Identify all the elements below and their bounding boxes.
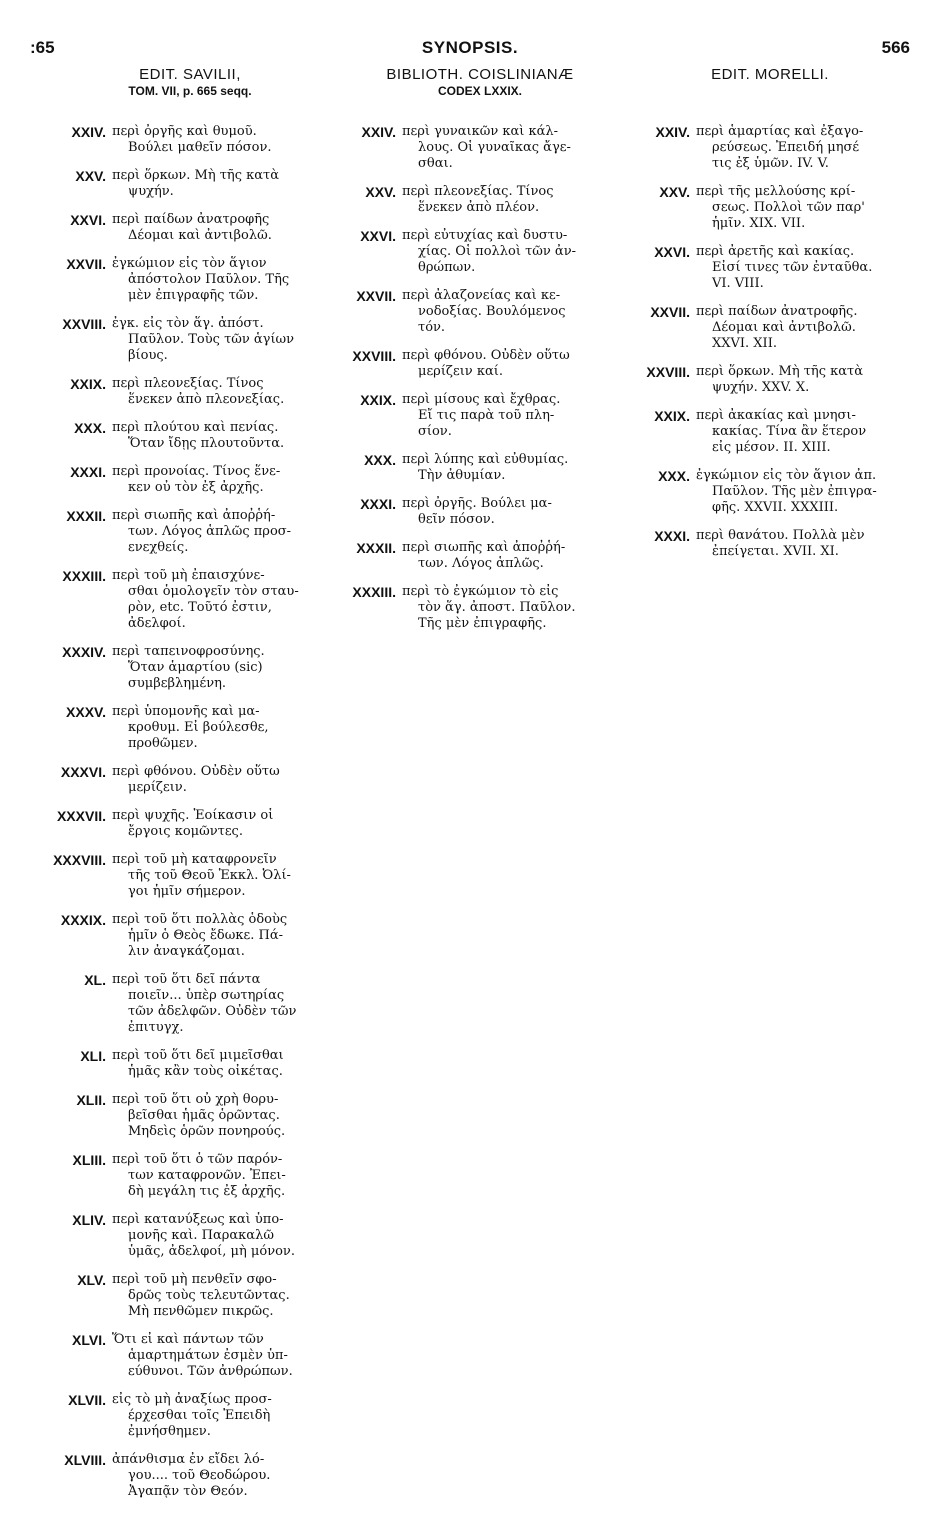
entry-text bbox=[112, 764, 330, 796]
list-item bbox=[30, 256, 330, 304]
list-item bbox=[30, 1392, 330, 1440]
entry-line: χίας. Οἱ πολλοὶ τῶν ἀν- bbox=[418, 244, 576, 259]
list-item bbox=[624, 364, 914, 396]
entry-line: περὶ λύπης καὶ εὐθυμίας. bbox=[402, 452, 569, 467]
entry-number: XXVIII. bbox=[646, 364, 690, 380]
entry-line: περὶ τοῦ ὅτι δεῖ μιμεῖσθαι bbox=[112, 1048, 284, 1063]
entry-text bbox=[402, 288, 620, 336]
entry-number: XXXV. bbox=[66, 704, 106, 720]
entry-line: Δέομαι καὶ ἀντιβολῶ. bbox=[712, 320, 856, 335]
entry-line: εύθυνοι. Τῶν ἀνθρώπων. bbox=[128, 1364, 293, 1379]
entry-line: περὶ τῆς μελλούσης κρί- bbox=[696, 184, 856, 199]
list-item bbox=[624, 468, 914, 516]
entry-line: των καταφρονῶν. Ἐπει- bbox=[128, 1168, 286, 1183]
coislin-column bbox=[330, 124, 620, 644]
entry-text bbox=[112, 1332, 330, 1380]
entry-line: περὶ τὸ ἐγκώμιον τὸ εἰς bbox=[402, 584, 559, 599]
morelli-column bbox=[624, 124, 914, 572]
entry-text bbox=[696, 124, 914, 172]
entry-text bbox=[112, 912, 330, 960]
list-item bbox=[624, 244, 914, 292]
entry-line: περὶ τοῦ ὅτι οὐ χρὴ θορυ- bbox=[112, 1092, 279, 1107]
entry-line: Ὅταν ἁμαρτίου (sic) bbox=[128, 660, 263, 675]
entry-line: κεν οὐ τὸν ἐξ ἀρχῆς. bbox=[128, 480, 264, 495]
entry-line: ἡμᾶς κἂν τοὺς οἰκέτας. bbox=[128, 1064, 283, 1079]
entry-text bbox=[696, 184, 914, 232]
entry-line: τῆς τοῦ Θεοῦ Ἐκκλ. Ὀλί- bbox=[128, 868, 291, 883]
entry-line: ἕνεκεν ἀπὸ πλεονεξίας. bbox=[128, 392, 285, 407]
entry-line: περὶ τοῦ μὴ καταφρονεῖν bbox=[112, 852, 277, 867]
entry-line: ἐγκώμιον εἰς τὸν ἅγιον bbox=[112, 256, 267, 271]
entry-text bbox=[112, 464, 330, 496]
entry-number: XXXVI. bbox=[60, 764, 106, 780]
list-item bbox=[330, 452, 620, 484]
entry-text bbox=[696, 528, 914, 560]
entry-text bbox=[696, 304, 914, 352]
list-item bbox=[30, 464, 330, 496]
running-header bbox=[30, 38, 910, 60]
entry-text bbox=[696, 244, 914, 292]
entry-text bbox=[112, 256, 330, 304]
entry-number: XLI. bbox=[80, 1048, 106, 1064]
entry-line: Τὴν ἀθυμίαν. bbox=[418, 468, 506, 483]
entry-line: περὶ παίδων ἀνατροφῆς. bbox=[696, 304, 858, 319]
entry-number: XXVI. bbox=[654, 244, 690, 260]
entry-line: τῶν ἀδελφῶν. Οὐδὲν τῶν bbox=[128, 1004, 297, 1019]
entry-text bbox=[112, 852, 330, 900]
list-item bbox=[30, 1272, 330, 1320]
entry-text bbox=[696, 468, 914, 516]
entry-number: XXXI. bbox=[654, 528, 690, 544]
entry-line: XXVI. XII. bbox=[712, 336, 777, 351]
list-item bbox=[330, 540, 620, 572]
entry-text bbox=[112, 1152, 330, 1200]
entry-line: περὶ ψυχῆς. Ἐοίκασιν οἱ bbox=[112, 808, 274, 823]
entry-line: ποιεῖν... ὑπὲρ σωτηρίας bbox=[128, 988, 285, 1003]
entry-line: περὶ ὀργῆς καὶ θυμοῦ. bbox=[112, 124, 257, 139]
entry-number: XXXVII. bbox=[56, 808, 106, 824]
entry-text bbox=[112, 1212, 330, 1260]
entry-line: ψυχήν. XXV. X. bbox=[712, 380, 810, 395]
entry-number: XXXI. bbox=[360, 496, 396, 512]
list-item bbox=[624, 528, 914, 560]
entry-line: περὶ φθόνου. Οὐδὲν οὕτω bbox=[402, 348, 570, 363]
entry-line: λους. Οἱ γυναῖκας ἄγε- bbox=[418, 140, 571, 155]
entry-line: ἁμαρτημάτων ἐσμὲν ὑπ- bbox=[128, 1348, 288, 1363]
list-item bbox=[30, 420, 330, 452]
entry-line: συμβεβλημένη. bbox=[128, 676, 227, 691]
entry-line: ὑμᾶς, ἀδελφοί, μὴ μόνον. bbox=[128, 1244, 295, 1259]
entry-line: κακίας. Τίνα ἂν ἕτερον bbox=[712, 424, 867, 439]
entry-number: XLIV. bbox=[72, 1212, 106, 1228]
entry-line: περὶ πλεονεξίας. Τίνος bbox=[402, 184, 554, 199]
list-item bbox=[30, 568, 330, 632]
list-item bbox=[30, 1092, 330, 1140]
entry-line: βίους. bbox=[128, 348, 168, 363]
entry-number: XLVI. bbox=[72, 1332, 106, 1348]
entry-line: ἀπάνθισμα ἐν εἴδει λό- bbox=[112, 1452, 265, 1467]
entry-number: XLIII. bbox=[72, 1152, 106, 1168]
list-item bbox=[330, 496, 620, 528]
entry-line: περὶ τοῦ ὅτι δεῖ πάντα bbox=[112, 972, 261, 987]
list-item bbox=[30, 1452, 330, 1500]
entry-number: XXIV. bbox=[71, 124, 106, 140]
entry-number: XXVII. bbox=[650, 304, 690, 320]
list-item bbox=[30, 1212, 330, 1260]
entry-line: περὶ πλεονεξίας. Τίνος bbox=[112, 376, 264, 391]
entry-number: XXXIII. bbox=[62, 568, 106, 584]
entry-line: περὶ σιωπῆς καὶ ἀποῤῥή- bbox=[402, 540, 566, 555]
entry-line: ἀδελφοί. bbox=[128, 616, 186, 631]
entry-number: XXVII. bbox=[66, 256, 106, 272]
list-item bbox=[330, 348, 620, 380]
entry-number: XXIX. bbox=[360, 392, 396, 408]
morelli-heading-title: EDIT. MORELLI. bbox=[711, 66, 829, 83]
list-item bbox=[30, 376, 330, 408]
entry-number: XXVIII. bbox=[62, 316, 106, 332]
entry-line: μονῆς καὶ. Παρακαλῶ bbox=[128, 1228, 274, 1243]
entry-number: XXX. bbox=[658, 468, 690, 484]
entry-line: μερίζειν. bbox=[128, 780, 187, 795]
entry-line: VI. VIII. bbox=[712, 276, 764, 291]
entry-line: Ὅταν ἴδῃς πλουτοῦντα. bbox=[128, 436, 285, 451]
entry-text bbox=[112, 1272, 330, 1320]
entry-line: δρῶς τοὺς τελευτῶντας. bbox=[128, 1288, 290, 1303]
entry-text bbox=[112, 168, 330, 200]
list-item bbox=[30, 124, 330, 156]
entry-number: XXVI. bbox=[70, 212, 106, 228]
entry-line: περὶ κατανύξεως καὶ ὑπο- bbox=[112, 1212, 284, 1227]
entry-line: περὶ ὅρκων. Μὴ τῆς κατὰ bbox=[112, 168, 280, 183]
list-item bbox=[30, 912, 330, 960]
entry-line: Ἀγαπᾷν τὸν Θεόν. bbox=[128, 1484, 248, 1499]
entry-line: ρεύσεως. Ἐπειδή μησέ bbox=[712, 140, 860, 155]
entry-line: δὴ μεγάλη τις ἐξ ἀρχῆς. bbox=[128, 1184, 286, 1199]
entry-text bbox=[402, 184, 620, 216]
entry-text bbox=[112, 124, 330, 156]
entry-line: περὶ ἀλαζονείας καὶ κε- bbox=[402, 288, 561, 303]
entry-line: ἡμῖν ὁ Θεὸς ἔδωκε. Πά- bbox=[128, 928, 283, 943]
entry-line: εἰς τὸ μὴ ἀναξίως προσ- bbox=[112, 1392, 272, 1407]
entry-line: φῆς. XXVII. XXXIII. bbox=[712, 500, 839, 515]
entry-line: Παῦλον. Τῆς μὲν ἐπιγρα- bbox=[712, 484, 877, 499]
entry-text bbox=[402, 392, 620, 440]
list-item bbox=[624, 304, 914, 352]
entry-number: XXXIX. bbox=[60, 912, 106, 928]
entry-line: των. Λόγος ἁπλῶς. bbox=[418, 556, 544, 571]
entry-line: ἔργοις κομῶντες. bbox=[128, 824, 243, 839]
entry-text bbox=[112, 212, 330, 244]
entry-number: XXXII. bbox=[356, 540, 396, 556]
entry-line: βεῖσθαι ἡμᾶς ὁρῶντας. bbox=[128, 1108, 280, 1123]
entry-line: περὶ τοῦ ὅτι ὁ τῶν παρόν- bbox=[112, 1152, 283, 1167]
entry-text bbox=[112, 1048, 330, 1080]
entry-line: Εἰσί τινες τῶν ἐνταῦθα. bbox=[712, 260, 873, 275]
list-item bbox=[30, 808, 330, 840]
entry-number: XXXIV. bbox=[62, 644, 106, 660]
entry-line: Μηδεὶς ὁρῶν πονηρούς. bbox=[128, 1124, 286, 1139]
entry-line: ἕνεκεν ἀπὸ πλέον. bbox=[418, 200, 540, 215]
entry-text bbox=[402, 540, 620, 572]
entry-text bbox=[402, 584, 620, 632]
entry-text bbox=[112, 704, 330, 752]
entry-line: περὶ εὐτυχίας καὶ δυστυ- bbox=[402, 228, 568, 243]
entry-text bbox=[696, 408, 914, 456]
entry-line: σίον. bbox=[418, 424, 452, 439]
list-item bbox=[30, 1332, 330, 1380]
entry-text bbox=[112, 1452, 330, 1500]
entry-line: ἐγκ. εἰς τὸν ἅγ. ἀπόστ. bbox=[112, 316, 264, 331]
entry-number: XXV. bbox=[365, 184, 396, 200]
entry-number: XXXVIII. bbox=[53, 852, 106, 868]
list-item bbox=[330, 124, 620, 172]
morelli-column-heading bbox=[640, 66, 900, 83]
list-item bbox=[624, 408, 914, 456]
list-item bbox=[30, 168, 330, 200]
entry-line: περὶ ἀκακίας καὶ μνησι- bbox=[696, 408, 856, 423]
entry-number: XXIX. bbox=[654, 408, 690, 424]
entry-number: XXXII. bbox=[66, 508, 106, 524]
entry-text bbox=[402, 228, 620, 276]
entry-line: περὶ ὀργῆς. Βούλει μα- bbox=[402, 496, 552, 511]
list-item bbox=[30, 972, 330, 1036]
coislin-heading-sub: CODEX LXXIX. bbox=[437, 84, 523, 98]
list-item bbox=[30, 1048, 330, 1080]
list-item bbox=[330, 228, 620, 276]
entry-line: περὶ θανάτου. Πολλὰ μὲν bbox=[696, 528, 865, 543]
entry-line: περὶ σιωπῆς καὶ ἀποῤῥή- bbox=[112, 508, 276, 523]
entry-line: έρχεσθαι τοῖς Ἐπειδὴ bbox=[128, 1408, 271, 1423]
entry-text bbox=[112, 316, 330, 364]
entry-line: περὶ τοῦ μὴ πενθεῖν σφο- bbox=[112, 1272, 277, 1287]
entry-line: σθαι ὁμολογεῖν τὸν σταυ- bbox=[128, 584, 299, 599]
entry-number: XXIV. bbox=[655, 124, 690, 140]
entry-line: περὶ γυναικῶν καὶ κάλ- bbox=[402, 124, 559, 139]
list-item bbox=[330, 288, 620, 336]
list-item bbox=[30, 1152, 330, 1200]
entry-number: XXXI. bbox=[70, 464, 106, 480]
entry-line: ἐγκώμιον εἰς τὸν ἅγιον ἀπ. bbox=[696, 468, 877, 483]
entry-line: γου.... τοῦ Θεοδώρου. bbox=[128, 1468, 271, 1483]
entry-line: Δέομαι καὶ ἀντιβολῶ. bbox=[128, 228, 272, 243]
entry-line: περὶ ἀρετῆς καὶ κακίας. bbox=[696, 244, 855, 259]
entry-number: XL. bbox=[84, 972, 106, 988]
entry-line: περὶ προνοίας. Τίνος ἕνε- bbox=[112, 464, 281, 479]
entry-line: νοδοξίας. Βουλόμενος bbox=[418, 304, 566, 319]
entry-line: κροθυμ. Εἰ βούλεσθε, bbox=[128, 720, 269, 735]
entry-line: ἐπείγεται. XVII. XI. bbox=[712, 544, 839, 559]
entry-line: θρώπων. bbox=[418, 260, 476, 275]
entry-text bbox=[112, 376, 330, 408]
entry-number: XLVIII. bbox=[64, 1452, 106, 1468]
entry-line: γοι ἡμῖν σήμερον. bbox=[128, 884, 246, 899]
entry-text bbox=[112, 808, 330, 840]
page-title: SYNOPSIS. bbox=[421, 38, 519, 57]
entry-text bbox=[402, 452, 620, 484]
entry-line: περὶ πλούτου καὶ πενίας. bbox=[112, 420, 279, 435]
entry-number: XLV. bbox=[77, 1272, 106, 1288]
entry-text bbox=[112, 972, 330, 1036]
entry-line: περὶ ἁμαρτίας καὶ ἐξαγο- bbox=[696, 124, 864, 139]
entry-text bbox=[112, 1392, 330, 1440]
entry-line: τις ἐξ ὑμῶν. IV. V. bbox=[712, 156, 829, 171]
entry-line: ρὸν, etc. Τοῦτό ἐστιν, bbox=[128, 600, 272, 615]
entry-text bbox=[112, 568, 330, 632]
entry-line: περὶ μίσους καὶ ἔχθρας. bbox=[402, 392, 561, 407]
entry-line: περὶ τοῦ μὴ ἐπαισχύνε- bbox=[112, 568, 265, 583]
savil-heading-sub: TOM. VII, p. 665 seqq. bbox=[128, 84, 252, 98]
entry-line: ψυχήν. bbox=[128, 184, 174, 199]
entry-text bbox=[112, 644, 330, 692]
entry-line: περὶ παίδων ἀνατροφῆς bbox=[112, 212, 270, 227]
list-item bbox=[330, 184, 620, 216]
entry-number: XXX. bbox=[364, 452, 396, 468]
entry-line: των. Λόγος ἁπλῶς προσ- bbox=[128, 524, 292, 539]
savil-column bbox=[30, 124, 330, 1512]
entry-text bbox=[112, 1092, 330, 1140]
entry-text bbox=[402, 496, 620, 528]
entry-text bbox=[696, 364, 914, 396]
entry-line: λιν ἀναγκάζομαι. bbox=[128, 944, 245, 959]
entry-line: περὶ φθόνου. Οὐδὲν οὕτω bbox=[112, 764, 280, 779]
entry-text bbox=[112, 508, 330, 556]
list-item bbox=[330, 392, 620, 440]
entry-line: ἀπόστολον Παῦλον. Τῆς bbox=[128, 272, 290, 287]
entry-line: Τῆς μὲν ἐπιγραφῆς. bbox=[418, 616, 547, 631]
coislin-heading-title: BIBLIOTH. COISLINIANÆ bbox=[386, 66, 574, 83]
entry-text bbox=[402, 124, 620, 172]
entry-number: XXV. bbox=[659, 184, 690, 200]
entry-line: ἐμνήσθημεν. bbox=[128, 1424, 211, 1439]
list-item bbox=[30, 764, 330, 796]
entry-line: τὸν ἅγ. ἀποστ. Παῦλον. bbox=[418, 600, 576, 615]
entry-line: εἰς μέσον. II. XIII. bbox=[712, 440, 831, 455]
entry-line: θεῖν πόσον. bbox=[418, 512, 495, 527]
entry-line: περὶ ὅρκων. Μὴ τῆς κατὰ bbox=[696, 364, 864, 379]
entry-line: σεως. Πολλοὶ τῶν παρ' bbox=[712, 200, 865, 215]
list-item bbox=[330, 584, 620, 632]
savil-heading-title: EDIT. SAVILII, bbox=[139, 66, 241, 83]
entry-line: μερίζειν καί. bbox=[418, 364, 503, 379]
entry-number: XXIX. bbox=[70, 376, 106, 392]
list-item bbox=[30, 704, 330, 752]
list-item bbox=[30, 508, 330, 556]
entry-line: περὶ τοῦ ὅτι πολλὰς ὁδοὺς bbox=[112, 912, 288, 927]
entry-line: σθαι. bbox=[418, 156, 453, 171]
entry-line: Μὴ πενθῶμεν πικρῶς. bbox=[128, 1304, 274, 1319]
entry-text bbox=[112, 420, 330, 452]
coislin-column-heading bbox=[335, 66, 625, 98]
entry-line: Βούλει μαθεῖν πόσον. bbox=[128, 140, 272, 155]
entry-line: Εἴ τις παρὰ τοῦ πλη- bbox=[418, 408, 555, 423]
entry-line: μὲν ἐπιγραφῆς τῶν. bbox=[128, 288, 259, 303]
entry-line: περὶ ὑπομονῆς καὶ μα- bbox=[112, 704, 260, 719]
savil-column-heading bbox=[60, 66, 320, 98]
list-item bbox=[30, 316, 330, 364]
entry-line: ἐπιτυγχ. bbox=[128, 1020, 184, 1035]
entry-line: ενεχθείς. bbox=[128, 540, 189, 555]
page-number-right: 566 bbox=[881, 38, 910, 57]
entry-number: XXVI. bbox=[360, 228, 396, 244]
entry-line: τόν. bbox=[418, 320, 446, 335]
entry-text bbox=[402, 348, 620, 380]
entry-line: Ὅτι εἰ καὶ πάντων τῶν bbox=[112, 1332, 264, 1347]
entry-line: Παῦλον. Τοὺς τῶν ἁγίων bbox=[128, 332, 295, 347]
list-item bbox=[624, 124, 914, 172]
entry-number: XXVIII. bbox=[352, 348, 396, 364]
entry-number: XLVII. bbox=[68, 1392, 106, 1408]
entry-line: ἡμῖν. XIX. VII. bbox=[712, 216, 806, 231]
entry-line: προθῶμεν. bbox=[128, 736, 198, 751]
entry-number: XXIV. bbox=[361, 124, 396, 140]
list-item bbox=[30, 212, 330, 244]
entry-number: XXX. bbox=[74, 420, 106, 436]
page-number-left: :65 bbox=[30, 38, 55, 57]
entry-number: XXXIII. bbox=[352, 584, 396, 600]
entry-number: XXV. bbox=[75, 168, 106, 184]
list-item bbox=[30, 852, 330, 900]
list-item bbox=[624, 184, 914, 232]
entry-number: XLII. bbox=[76, 1092, 106, 1108]
list-item bbox=[30, 644, 330, 692]
entry-number: XXVII. bbox=[356, 288, 396, 304]
entry-line: περὶ ταπεινοφροσύνης. bbox=[112, 644, 265, 659]
